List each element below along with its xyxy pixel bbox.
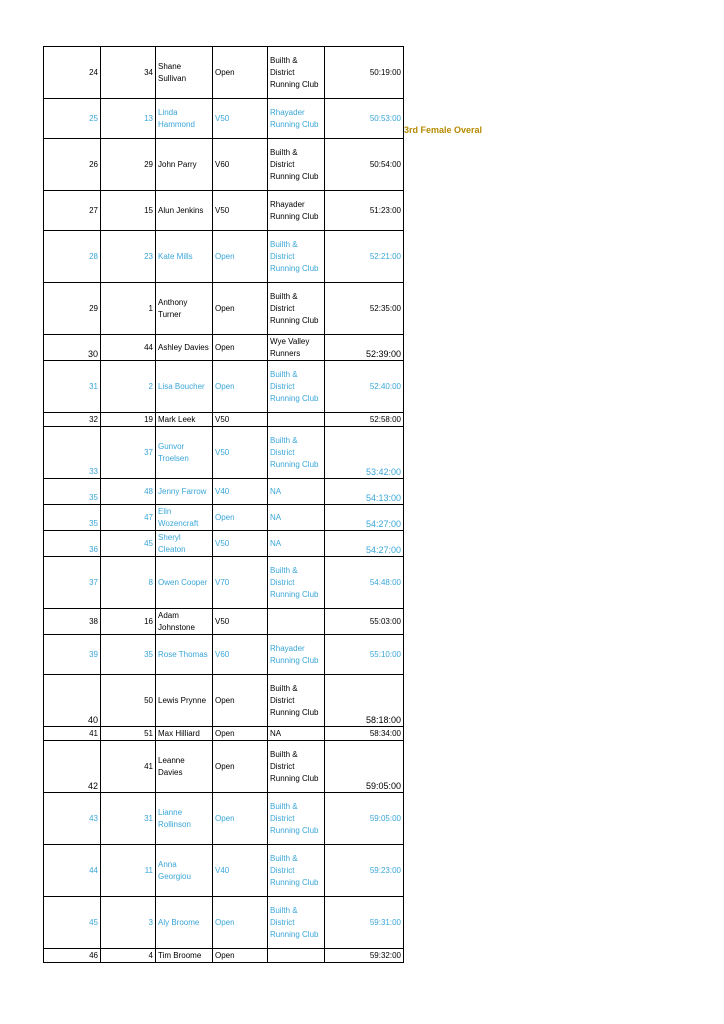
category-cell: Open	[213, 335, 268, 361]
time-cell: 55:10:00	[325, 635, 404, 675]
position-cell: 28	[44, 231, 101, 283]
time-cell: 55:03:00	[325, 609, 404, 635]
position-cell: 37	[44, 557, 101, 609]
result-row	[44, 231, 404, 283]
result-row	[44, 897, 404, 949]
name-cell: Jenny Farrow	[156, 479, 213, 505]
category-cell: V50	[213, 99, 268, 139]
bib-cell: 4	[101, 949, 156, 963]
bib-cell: 11	[101, 845, 156, 897]
name-cell: Lewis Prynne	[156, 675, 213, 727]
bib-cell: 23	[101, 231, 156, 283]
result-row	[44, 793, 404, 845]
time-cell: 54:27:00	[325, 505, 404, 531]
position-cell: 24	[44, 47, 101, 99]
result-row	[44, 47, 404, 99]
club-cell: Builth & District Running Club	[268, 139, 325, 191]
name-cell: Leanne Davies	[156, 741, 213, 793]
position-cell: 33	[44, 427, 101, 479]
name-cell: Anna Georgiou	[156, 845, 213, 897]
position-cell: 41	[44, 727, 101, 741]
result-row	[44, 741, 404, 793]
bib-cell: 16	[101, 609, 156, 635]
position-cell: 25	[44, 99, 101, 139]
bib-cell: 50	[101, 675, 156, 727]
time-cell: 50:54:00	[325, 139, 404, 191]
time-cell: 50:19:00	[325, 47, 404, 99]
club-cell: Builth & District Running Club	[268, 675, 325, 727]
bib-cell: 34	[101, 47, 156, 99]
name-cell: Adam Johnstone	[156, 609, 213, 635]
category-cell: Open	[213, 505, 268, 531]
category-cell: Open	[213, 793, 268, 845]
third-female-note: 3rd Female Overal	[404, 125, 483, 135]
club-cell: Builth & District Running Club	[268, 231, 325, 283]
position-cell: 42	[44, 741, 101, 793]
result-row	[44, 845, 404, 897]
club-cell: Builth & District Running Club	[268, 361, 325, 413]
name-cell: Alun Jenkins	[156, 191, 213, 231]
bib-cell: 37	[101, 427, 156, 479]
name-cell: Tim Broome	[156, 949, 213, 963]
time-cell: 59:31:00	[325, 897, 404, 949]
category-cell: Open	[213, 741, 268, 793]
time-cell: 52:35:00	[325, 283, 404, 335]
time-cell: 53:42:00	[325, 427, 404, 479]
category-cell: V40	[213, 845, 268, 897]
time-cell: 51:23:00	[325, 191, 404, 231]
result-row	[44, 283, 404, 335]
category-cell: Open	[213, 47, 268, 99]
club-cell: Builth & District Running Club	[268, 557, 325, 609]
club-cell: NA	[268, 531, 325, 557]
name-cell: Aly Broome	[156, 897, 213, 949]
club-cell: Builth & District Running Club	[268, 845, 325, 897]
name-cell: Mark Leek	[156, 413, 213, 427]
category-cell: V50	[213, 531, 268, 557]
club-cell: Wye Valley Runners	[268, 335, 325, 361]
result-row	[44, 557, 404, 609]
position-cell: 27	[44, 191, 101, 231]
position-cell: 43	[44, 793, 101, 845]
time-cell: 50:53:00	[325, 99, 404, 139]
time-cell: 52:40:00	[325, 361, 404, 413]
name-cell: Elin Wozencraft	[156, 505, 213, 531]
category-cell: V50	[213, 191, 268, 231]
position-cell: 40	[44, 675, 101, 727]
name-cell: Shane Sullivan	[156, 47, 213, 99]
result-row	[44, 727, 404, 741]
bib-cell: 3	[101, 897, 156, 949]
bib-cell: 13	[101, 99, 156, 139]
result-row	[44, 139, 404, 191]
position-cell: 45	[44, 897, 101, 949]
position-cell: 39	[44, 635, 101, 675]
club-cell: Builth & District Running Club	[268, 741, 325, 793]
category-cell: V50	[213, 609, 268, 635]
club-cell: Rhayader Running Club	[268, 99, 325, 139]
time-cell: 59:05:00	[325, 741, 404, 793]
result-row	[44, 505, 404, 531]
category-cell: Open	[213, 231, 268, 283]
position-cell: 35	[44, 505, 101, 531]
bib-cell: 29	[101, 139, 156, 191]
category-cell: V60	[213, 139, 268, 191]
bib-cell: 31	[101, 793, 156, 845]
name-cell: Lisa Boucher	[156, 361, 213, 413]
result-row	[44, 531, 404, 557]
bib-cell: 2	[101, 361, 156, 413]
time-cell: 59:23:00	[325, 845, 404, 897]
time-cell: 54:13:00	[325, 479, 404, 505]
result-row	[44, 609, 404, 635]
time-cell: 52:39:00	[325, 335, 404, 361]
club-cell: NA	[268, 479, 325, 505]
position-cell: 29	[44, 283, 101, 335]
name-cell: Gunvor Troelsen	[156, 427, 213, 479]
result-row	[44, 99, 404, 139]
bib-cell: 1	[101, 283, 156, 335]
category-cell: V50	[213, 413, 268, 427]
club-cell: NA	[268, 505, 325, 531]
time-cell: 59:32:00	[325, 949, 404, 963]
results-table	[43, 46, 404, 963]
time-cell: 54:27:00	[325, 531, 404, 557]
time-cell: 58:34:00	[325, 727, 404, 741]
time-cell: 52:21:00	[325, 231, 404, 283]
result-row	[44, 479, 404, 505]
bib-cell: 8	[101, 557, 156, 609]
name-cell: Ashley Davies	[156, 335, 213, 361]
bib-cell: 47	[101, 505, 156, 531]
club-cell: NA	[268, 727, 325, 741]
bib-cell: 15	[101, 191, 156, 231]
result-row	[44, 335, 404, 361]
bib-cell: 35	[101, 635, 156, 675]
name-cell: Rose Thomas	[156, 635, 213, 675]
time-cell: 59:05:00	[325, 793, 404, 845]
club-cell: Builth & District Running Club	[268, 897, 325, 949]
name-cell: Max Hilliard	[156, 727, 213, 741]
bib-cell: 44	[101, 335, 156, 361]
category-cell: V50	[213, 427, 268, 479]
results-body	[44, 47, 404, 963]
result-row	[44, 949, 404, 963]
name-cell: Owen Cooper	[156, 557, 213, 609]
category-cell: V70	[213, 557, 268, 609]
name-cell: Linda Hammond	[156, 99, 213, 139]
result-row	[44, 191, 404, 231]
category-cell: Open	[213, 897, 268, 949]
name-cell: Lianne Rollinson	[156, 793, 213, 845]
bib-cell: 45	[101, 531, 156, 557]
result-row	[44, 675, 404, 727]
category-cell: Open	[213, 283, 268, 335]
club-cell: Builth & District Running Club	[268, 427, 325, 479]
club-cell: Builth & District Running Club	[268, 793, 325, 845]
bib-cell: 41	[101, 741, 156, 793]
position-cell: 32	[44, 413, 101, 427]
category-cell: Open	[213, 361, 268, 413]
category-cell: V40	[213, 479, 268, 505]
name-cell: Sheryl Cleaton	[156, 531, 213, 557]
position-cell: 38	[44, 609, 101, 635]
position-cell: 46	[44, 949, 101, 963]
position-cell: 31	[44, 361, 101, 413]
name-cell: John Parry	[156, 139, 213, 191]
time-cell: 54:48:00	[325, 557, 404, 609]
result-row	[44, 413, 404, 427]
category-cell: V60	[213, 635, 268, 675]
club-cell: Builth & District Running Club	[268, 47, 325, 99]
position-cell: 26	[44, 139, 101, 191]
name-cell: Kate Mills	[156, 231, 213, 283]
club-cell: Rhayader Running Club	[268, 191, 325, 231]
club-cell	[268, 413, 325, 427]
position-cell: 35	[44, 479, 101, 505]
club-cell	[268, 609, 325, 635]
time-cell: 52:58:00	[325, 413, 404, 427]
result-row	[44, 635, 404, 675]
name-cell: Anthony Turner	[156, 283, 213, 335]
position-cell: 36	[44, 531, 101, 557]
time-cell: 58:18:00	[325, 675, 404, 727]
position-cell: 44	[44, 845, 101, 897]
bib-cell: 51	[101, 727, 156, 741]
bib-cell: 19	[101, 413, 156, 427]
club-cell	[268, 949, 325, 963]
category-cell: Open	[213, 727, 268, 741]
club-cell: Builth & District Running Club	[268, 283, 325, 335]
result-row	[44, 427, 404, 479]
result-row	[44, 361, 404, 413]
category-cell: Open	[213, 675, 268, 727]
category-cell: Open	[213, 949, 268, 963]
position-cell: 30	[44, 335, 101, 361]
bib-cell: 48	[101, 479, 156, 505]
club-cell: Rhayader Running Club	[268, 635, 325, 675]
